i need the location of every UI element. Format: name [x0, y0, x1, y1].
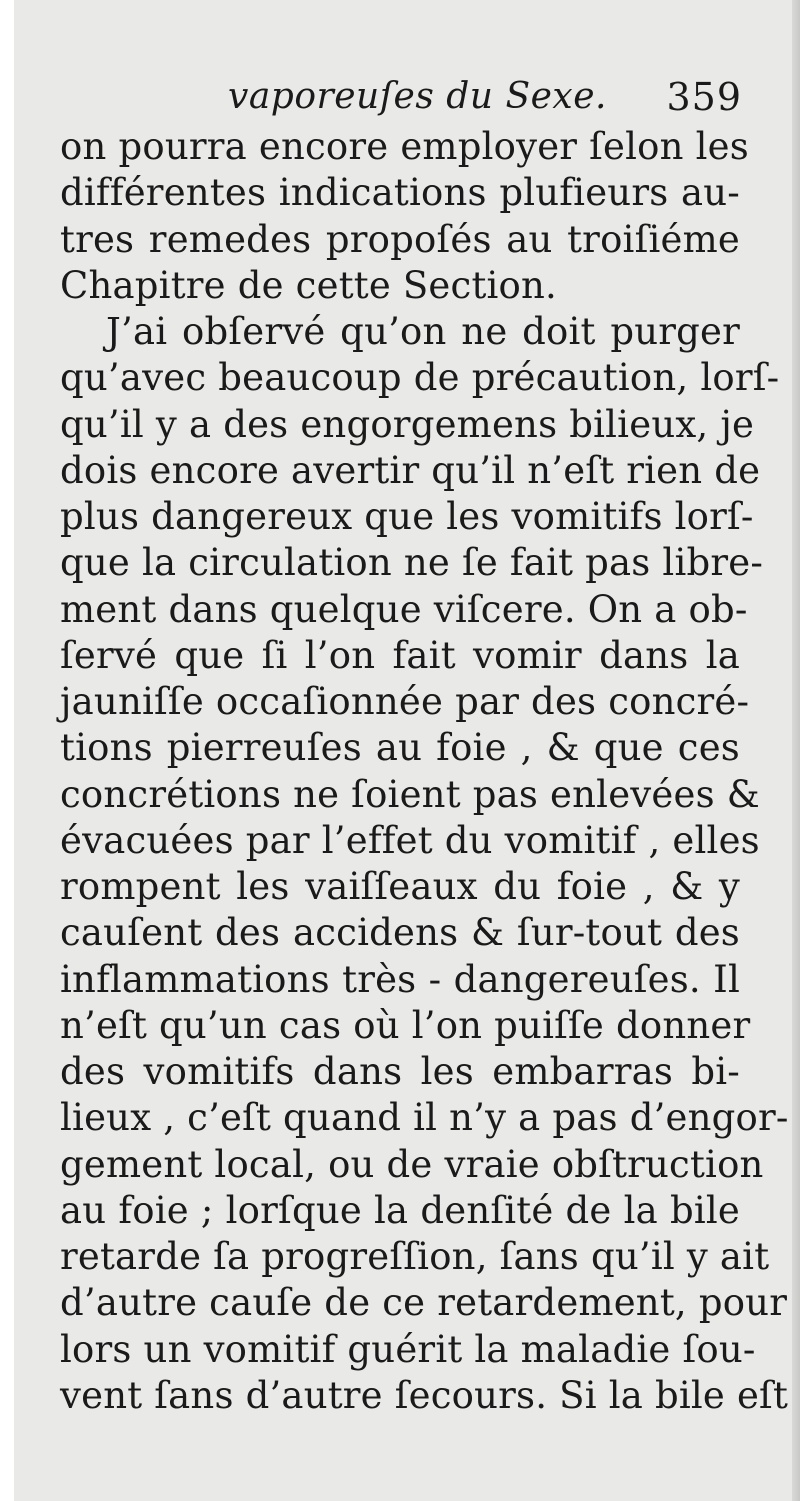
text-line: que la circulation ne ſe fait pas libre-: [60, 541, 764, 585]
text-line: dois encore avertir qu’il n’eſt rien de: [60, 448, 761, 492]
text-line: on pourra encore employer ſelon les: [60, 125, 749, 168]
text-line: différentes indications plufieurs au-: [60, 171, 740, 215]
text-line: jauniſſe occaſionnée par des concré-: [60, 680, 750, 723]
text-line: évacuées par l’effet du vomitif , elles: [60, 818, 760, 862]
text-body: [60, 124, 789, 1419]
text-line: au foie ; lorſque la denſité de la bile: [60, 1188, 740, 1232]
text-line: J’ai obſervé qu’on ne doit purger: [106, 310, 740, 353]
text-line: ſervé que ſi l’on fait vomir dans la: [60, 633, 740, 677]
text-line: tres remedes propoſés au troiſiéme: [60, 217, 740, 261]
text-line: inflammations très - dangereuſes. Il: [60, 957, 740, 1001]
text-line: ment dans quelque viſcere. On a ob-: [60, 587, 748, 631]
text-line: plus dangereux que les vomitifs lorſ-: [60, 495, 754, 538]
text-line: concrétions ne ſoient pas enlevées &: [60, 772, 760, 816]
text-line: vent ſans d’autre ſecours. Si la bile eſt: [60, 1373, 789, 1417]
text-line: gement local, ou de vraie obſtruction: [60, 1142, 764, 1186]
text-line: lors un vomitif guérit la maladie ſou-: [60, 1327, 756, 1371]
text-line: qu’il y a des engorgemens bilieux, je: [60, 402, 755, 446]
text-line: tions pierreuſes au foie , & que ces: [60, 726, 740, 770]
text-line: d’autre cauſe de ce retardement, pour: [60, 1281, 788, 1325]
page-number: 359: [666, 75, 742, 119]
running-title: vaporeuſes du Sexe.: [228, 76, 607, 117]
text-line: lieux , c’eſt quand il n’y a pas d’engor-: [60, 1096, 789, 1140]
text-line: n’eſt qu’un cas où l’on puiſſe donner: [60, 1003, 751, 1047]
page-left-margin: [0, 0, 14, 1501]
text-line: des vomitifs dans les embarras bi-: [60, 1050, 740, 1093]
running-head: [228, 72, 742, 122]
text-line: retarde ſa progreſſion, ſans qu’il y ait: [60, 1235, 770, 1278]
text-line: cauſent des accidens & ſur-tout des: [60, 911, 740, 955]
text-line: Chapitre de cette Section.: [60, 263, 558, 307]
text-line: qu’avec beaucoup de précaution, lorſ-: [60, 356, 780, 400]
page-right-edge: [792, 0, 800, 1501]
text-line: rompent les vaiſſeaux du foie , & y: [60, 865, 740, 908]
